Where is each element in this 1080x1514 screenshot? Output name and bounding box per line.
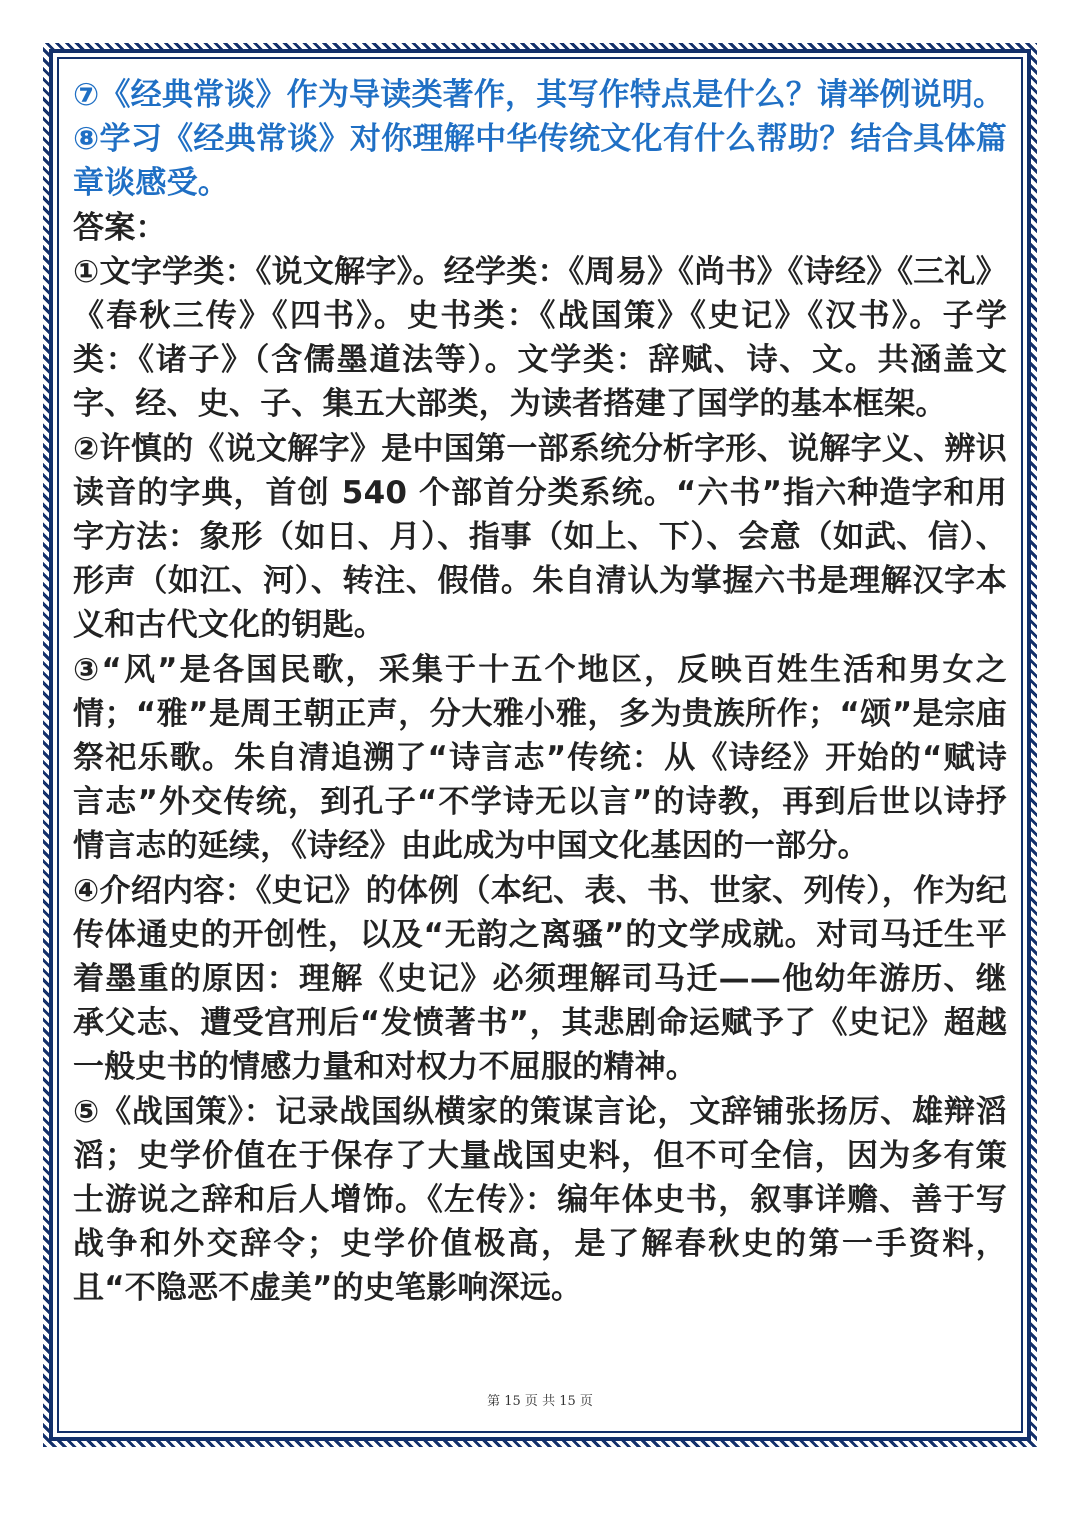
page-border-inner <box>49 49 1031 1441</box>
answer-3: ③“风”是各国民歌，采集于十五个地区，反映百姓生活和男女之情；“雅”是周王朝正声，分大雅小雅，多为贵族所作；“颂”是宗庙祭祀乐歌。朱自清追溯了“诗言志”传统：从《诗经》开始的“赋诗言志”外交传统，到孔子“不学诗无以言”的诗教，再到后世以诗抒情言志的延续，《诗经》由此成为中国文化基因的一部分。 <box>73 651 1007 865</box>
answer-heading: 答案： <box>73 209 167 246</box>
question-7: ⑦《经典常谈》作为导读类著作，其写作特点是什么？请举例说明。 <box>73 77 1005 113</box>
answer-4: ④介绍内容：《史记》的体例（本纪、表、书、世家、列传），作为纪传体通史的开创性，以及“无韵之离骚”的文学成就。对司马迁生平着墨重的原因：理解《史记》必须理解司马迁——他幼年游历、继承父志、遭受宫刑后“发愤著书”，其悲剧命运赋予了《史记》超越一般史书的情感力量和对权力不屈服的精神。 <box>73 872 1007 1086</box>
page-number: 第 15 页 共 15 页 <box>487 1394 593 1409</box>
answer-5: ⑤《战国策》：记录战国纵横家的策谋言论，文辞铺张扬厉、雄辩滔滔；史学价值在于保存了大量战国史料，但不可全信，因为多有策士游说之辞和后人增饰。《左传》：编年体史书，叙事详赡、善于写战争和外交辞令；史学价值极高，是了解春秋史的第一手资料，且“不隐恶不虚美”的史笔影响深远。 <box>73 1093 1007 1307</box>
page-content-area <box>57 57 1023 1433</box>
question-8: ⑧学习《经典常谈》对你理解中华传统文化有什么帮助？结合具体篇章谈感受。 <box>73 121 1007 202</box>
document-body <box>73 73 1007 1311</box>
page-border <box>43 43 1037 1447</box>
answer-2: ②许慎的《说文解字》是中国第一部系统分析字形、说解字义、辨识读音的字典，首创 540 个部首分类系统。“六书”指六种造字和用字方法：象形（如日、月）、指事（如上、下）、会意（如武、信）、形声（如江、河）、转注、假借。朱自清认为掌握六书是理解汉字本义和古代文化的钥匙。 <box>73 430 1007 644</box>
answer-1: ①文字学类：《说文解字》。经学类：《周易》《尚书》《诗经》《三礼》《春秋三传》《四书》。史书类：《战国策》《史记》《汉书》。子学类：《诸子》（含儒墨道法等）。文学类：辞赋、诗、文。共涵盖文字、经、史、子、集五大部类，为读者搭建了国学的基本框架。 <box>73 253 1007 423</box>
